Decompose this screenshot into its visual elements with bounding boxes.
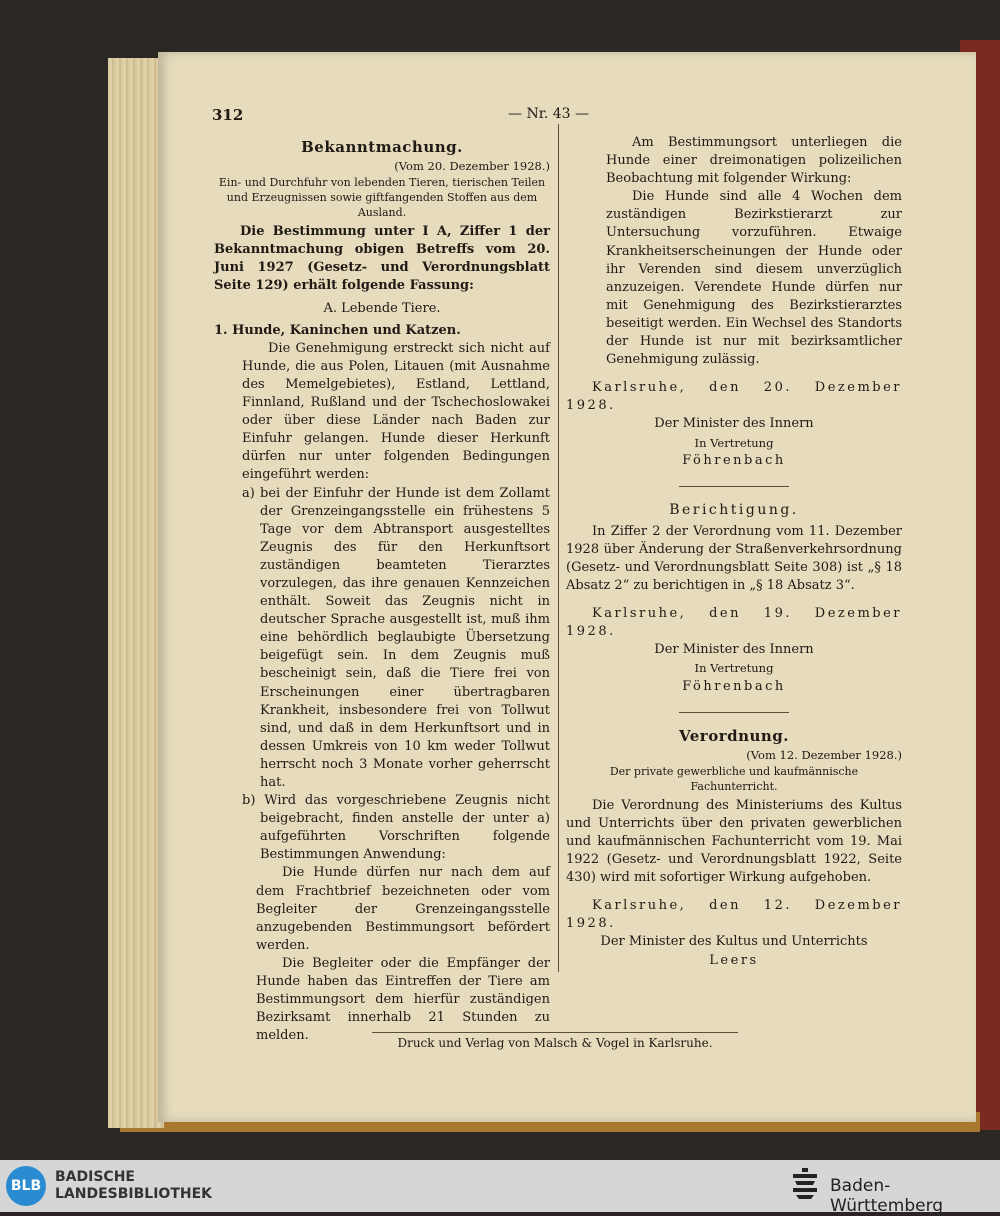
item-b: b) Wird das vorgeschriebene Zeugnis nicht beigebracht, finden anstelle der unter a) aufgeführten Vorschriften folgende Bestimmungen Anwendung: — [242, 793, 550, 863]
branding-bar — [0, 1160, 1000, 1216]
verordnung-subtitle: Der private gewerbliche und kaufmännische Fachunterricht. — [609, 764, 859, 793]
verordnung-date: (Vom 12. Dezember 1928.) — [746, 747, 902, 762]
announcement-title: Bekanntmachung. — [301, 138, 463, 156]
signature-1-proxy: In Vertretung — [694, 435, 774, 450]
paragraph-genehmigung: Die Genehmigung erstreckt sich nicht auf Hunde, die aus Polen, Litauen (mit Ausnahme des Memelgebietes), Estland, Lettland, Finnland, Rußland und der Tschechoslowakei oder über diese Länder nach Baden zur Einfuhr gelangen. Hunde dieser Herkunft dürfen nur unter folgenden Bedingungen eingeführt werden: — [242, 340, 550, 483]
library-name[interactable] — [55, 1169, 212, 1203]
library-name-line-1: BADISCHE — [55, 1169, 135, 1185]
berichtigung-text: In Ziffer 2 der Verordnung vom 11. Dezember 1928 über Änderung der Straßenverkehrsordnung (Gesetz- und Verordnungsblatt Seite 308) ist „§ 18 Absatz 2“ zu berichtigen in „§ 18 Absatz 3“. — [566, 523, 902, 594]
signature-2-proxy: In Vertretung — [694, 661, 774, 676]
signature-3-name: Leers — [709, 952, 759, 968]
imprint: Druck und Verlag von Malsch & Vogel in Karlsruhe. — [397, 1036, 713, 1050]
section-rule — [679, 486, 789, 487]
footer-rule — [372, 1032, 738, 1033]
item-heading: 1. Hunde, Kaninchen und Katzen. — [214, 322, 461, 338]
signature-1-place: Karlsruhe, den 20. Dezember 1928. — [566, 380, 902, 414]
announcement-date: (Vom 20. Dezember 1928.) — [394, 159, 550, 174]
announcement-intro: Die Bestimmung unter I A, Ziffer 1 der Bekanntmachung obigen Betreffs vom 20. Juni 1927 (Gesetz- und Verordnungsblatt Seite 129) erhält folgende Fassung: — [214, 224, 550, 294]
page-number: 312 — [212, 106, 244, 124]
continuation-paragraph-2: Die Hunde sind alle 4 Wochen dem zuständigen Bezirkstierarzt zur Untersuchung vorzuführen. Etwaige Krankheitserscheinungen der Hunde oder ihr Verenden sind diesem unverzüglich anzuzeigen. Verendete Hunde dürfen nur mit Genehmigung des Bezirkstierarztes beseitigt werden. Ein Wechsel des Standorts der Hunde ist nur mit bezirksamtlicher Genehmigung zulässig. — [606, 189, 902, 368]
section-heading: A. Lebende Tiere. — [323, 300, 441, 316]
item-b-paragraph-1: Die Hunde dürfen nur nach dem auf dem Frachtbrief bezeichneten oder vom Begleiter der Grenzeingangsstelle anzugebenden Bestimmungsort befördert werden. — [256, 865, 550, 953]
stag-lions-coat-of-arms-icon — [790, 1168, 820, 1204]
signature-1-role: Der Minister des Innern — [654, 416, 814, 432]
announcement-subtitle: Ein- und Durchfuhr von lebenden Tieren, tierischen Teilen und Erzeugnissen sowie giftfangenden Stoffen aus dem Ausland. — [218, 176, 546, 220]
blb-logo[interactable]: BLB — [6, 1166, 46, 1206]
signature-3-place: Karlsruhe, den 12. Dezember 1928. — [566, 898, 902, 932]
verordnung-text: Die Verordnung des Ministeriums des Kultus und Unterrichts über den privaten gewerblichen und kaufmännischen Fachunterricht vom 19. Mai 1922 (Gesetz- und Verordnungsblatt 1922, Seite 430) wird mit sofortiger Wirkung aufgehoben. — [566, 797, 902, 886]
issue-number: — Nr. 43 — — [508, 106, 590, 122]
column-divider — [558, 124, 559, 972]
item-a: a) bei der Einfuhr der Hunde ist dem Zollamt der Grenzeingangsstelle ein frühestens 5 Tage vor dem Abtransport ausgestelltes Zeugnis des für den Herkunftsort zuständigen beamteten Tierarztes vorzulegen, das ihre genauen Kennzeichen enthält. Soweit das Zeugnis nicht in deutscher Sprache ausgestellt ist, muß ihm eine behördlich beglaubigte Übersetzung beigefügt sein. In dem Zeugnis muß bescheinigt sein, daß die Tiere frei von Erscheinungen einer übertragbaren Krankheit, insbesondere frei von Tollwut sind, und daß in dem Herkunftsort und in dessen Umkreis von 10 km weder Tollwut herrscht noch 3 Monate vorher geherrscht hat. — [242, 485, 550, 790]
signature-2-place: Karlsruhe, den 19. Dezember 1928. — [566, 606, 902, 640]
state-name[interactable]: Baden-Württemberg — [830, 1176, 944, 1216]
signature-2-role: Der Minister des Innern — [654, 642, 814, 658]
left-column — [214, 138, 550, 1045]
section-rule — [679, 712, 789, 713]
page-edges — [108, 58, 164, 1128]
library-name-line-2: LANDESBIBLIOTHEK — [55, 1186, 213, 1202]
signature-1-name: Föhrenbach — [682, 452, 786, 468]
continuation-paragraph-1: Am Bestimmungsort unterliegen die Hunde einer dreimonatigen polizeilichen Beobachtung mit folgender Wirkung: — [606, 135, 902, 187]
signature-2-name: Föhrenbach — [682, 678, 786, 694]
page-header — [212, 106, 932, 126]
verordnung-title: Verordnung. — [678, 726, 790, 745]
right-column — [566, 134, 902, 970]
berichtigung-title: Berichtigung. — [669, 501, 799, 518]
item-b-paragraph-2: Die Begleiter oder die Empfänger der Hunde haben das Eintreffen der Tiere am Bestimmungsort dem hierfür zuständigen Bezirksamt innerhalb 21 Stunden zu melden. — [256, 955, 550, 1044]
signature-3-role: Der Minister des Kultus und Unterrichts — [600, 934, 868, 950]
